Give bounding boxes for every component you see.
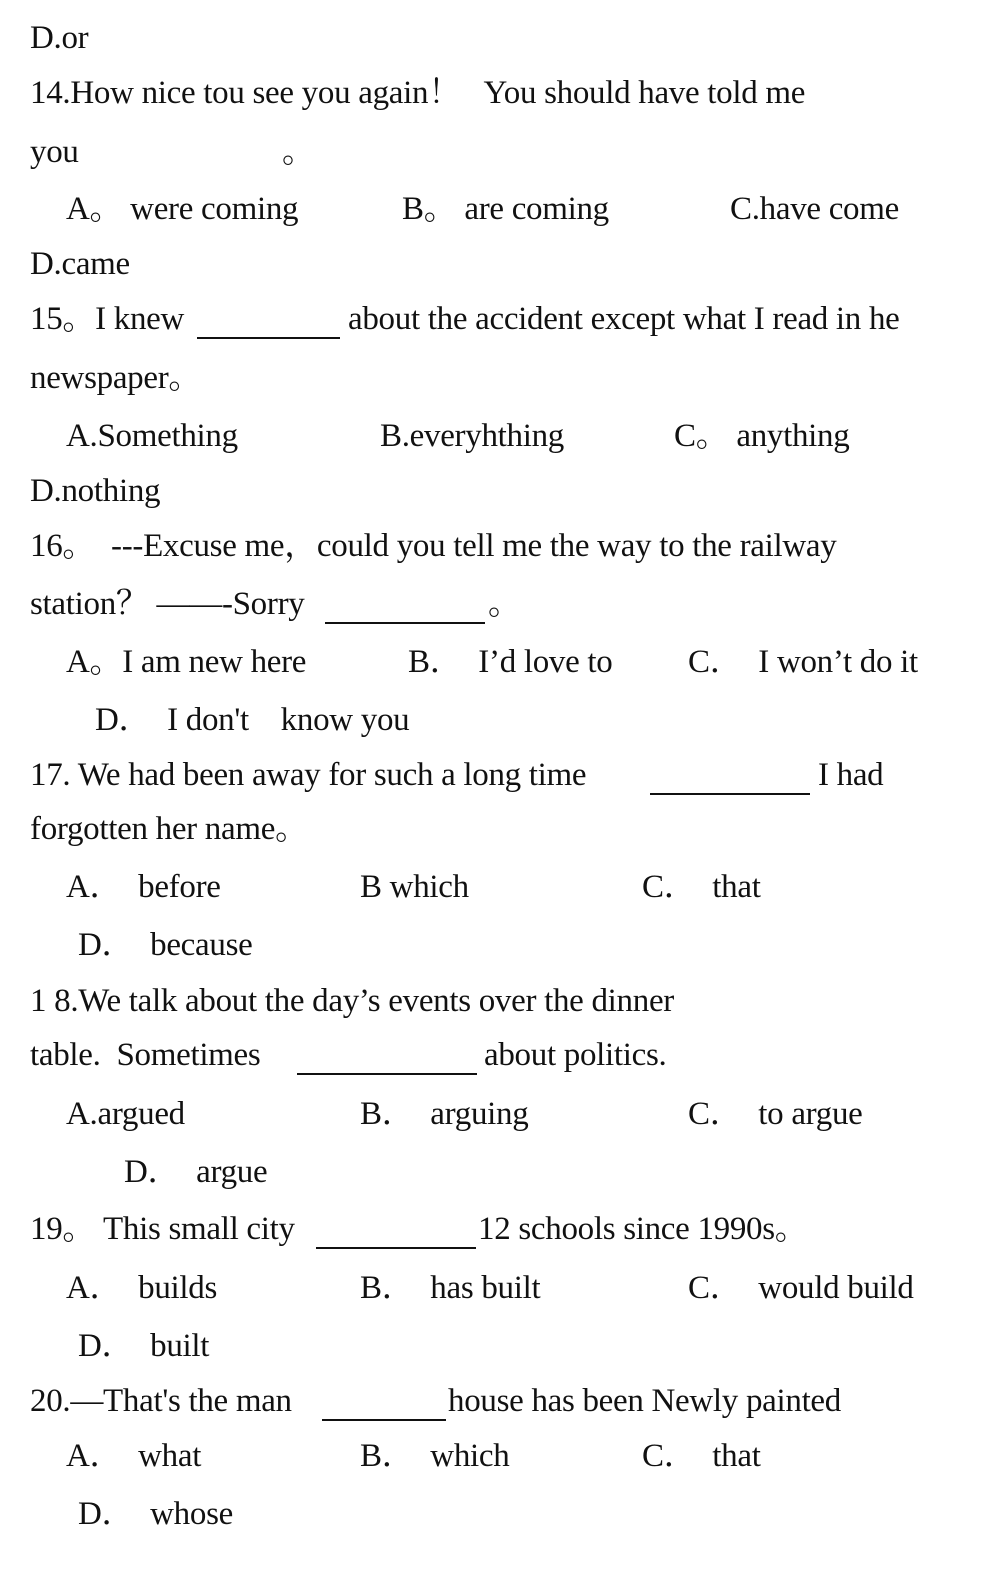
q15-stem-start: 15。I knew	[30, 301, 185, 337]
q15-answer-blank	[197, 307, 340, 339]
q14-option-a: A。 were coming	[66, 191, 299, 227]
q14-option-b: B。 are coming	[402, 191, 609, 227]
q13-option-d: D.or	[30, 20, 89, 56]
q20-option-d: D． whose	[78, 1496, 233, 1532]
q20-answer-blank	[322, 1389, 446, 1421]
q14-stem-cont: you	[30, 134, 79, 170]
q15-stem-end: about the accident except what I read in he	[348, 301, 900, 337]
q18-answer-blank	[297, 1043, 477, 1075]
q20-stem-start: 20.—That's the man	[30, 1383, 292, 1419]
q17-stem-end: I had	[818, 757, 884, 793]
q15-option-a: A.Something	[66, 418, 238, 454]
q19-stem-start: 19。 This small city	[30, 1211, 295, 1247]
q16-stem: 16。 ---Excuse me，could you tell me the way to the railway	[30, 528, 837, 564]
q16-stem-cont: station？ ——-Sorry	[30, 586, 305, 622]
q20-option-b: B． which	[360, 1438, 510, 1474]
q15-option-d: D.nothing	[30, 473, 161, 509]
q17-stem-start: 17. We had been away for such a long time	[30, 757, 587, 793]
q18-stem: 1 8.We talk about the day’s events over the dinner	[30, 983, 674, 1019]
q18-option-c: C． to argue	[688, 1096, 863, 1132]
q15-stem-cont: newspaper。	[30, 360, 202, 396]
q16-option-d: D． I don't know you	[95, 702, 410, 738]
q15-option-b: B.everyhthing	[380, 418, 564, 454]
q20-stem-end: house has been Newly painted	[448, 1383, 841, 1419]
q20-option-a: A． what	[66, 1438, 202, 1474]
q14-stem-end: 。	[282, 134, 315, 170]
q19-answer-blank	[316, 1217, 476, 1249]
q16-stem-end: 。	[488, 586, 521, 622]
q17-option-a: A． before	[66, 869, 221, 905]
q14-stem: 14.How nice tou see you again！ You should have told me	[30, 75, 806, 111]
q18-stem-end: about politics.	[484, 1037, 667, 1073]
q20-option-c: C． that	[642, 1438, 761, 1474]
q14-option-c: C.have come	[730, 191, 899, 227]
q16-option-c: C． I won’t do it	[688, 644, 918, 680]
q16-option-a: A。I am new here	[66, 644, 307, 680]
q17-option-c: C． that	[642, 869, 761, 905]
q17-option-d: D． because	[78, 927, 253, 963]
q17-option-b: B which	[360, 869, 469, 905]
q19-stem-end: 12 schools since 1990s。	[478, 1211, 808, 1247]
q15-option-c: C。 anything	[674, 418, 850, 454]
q18-stem-start: table. Sometimes	[30, 1037, 261, 1073]
q17-answer-blank	[650, 763, 810, 795]
q18-option-b: B． arguing	[360, 1096, 529, 1132]
q17-stem-cont: forgotten her name。	[30, 811, 308, 847]
q14-option-d: D.came	[30, 246, 130, 282]
q19-option-b: B． has built	[360, 1270, 541, 1306]
q18-option-a: A.argued	[66, 1096, 185, 1132]
q16-answer-blank	[325, 592, 485, 624]
q19-option-a: A． builds	[66, 1270, 218, 1306]
q19-option-d: D． built	[78, 1328, 210, 1364]
q19-option-c: C． would build	[688, 1270, 914, 1306]
q16-option-b: B． I’d love to	[408, 644, 613, 680]
q18-option-d: D． argue	[124, 1154, 268, 1190]
